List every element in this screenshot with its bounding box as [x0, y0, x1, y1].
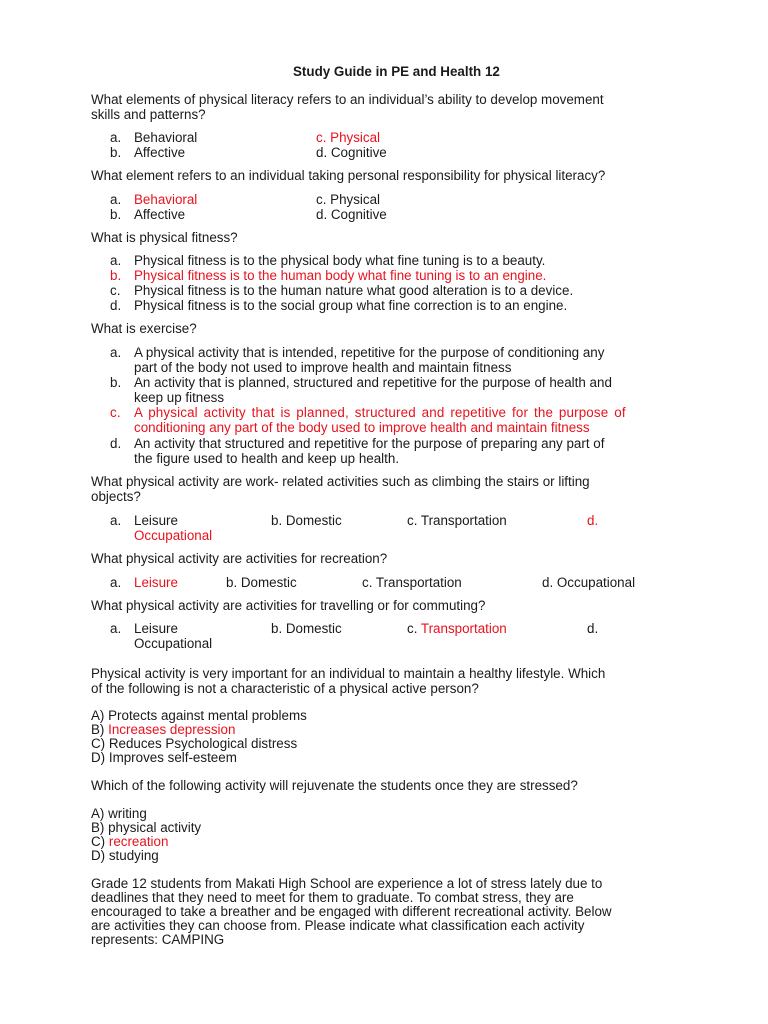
- q1-option-c: c. Physical: [316, 130, 380, 145]
- q5-option-a: a. Leisure: [110, 513, 178, 528]
- question-4-stem: What is exercise?: [91, 321, 197, 336]
- q1-option-d: d. Cognitive: [316, 145, 387, 160]
- q4-option-c-cont: conditioning any part of the body used to improve health and maintain fitness: [134, 420, 590, 435]
- q7-option-c: c. Transportation: [407, 621, 507, 636]
- question-5-line-1: What physical activity are work- related activities such as climbing the stairs or lifting: [91, 474, 590, 489]
- q9-option-a: A) writing: [91, 806, 147, 821]
- q8-option-b: B) Increases depression: [91, 722, 236, 737]
- q6-option-d: d. Occupational: [542, 575, 636, 590]
- question-1-line-1: What elements of physical literacy refers to an individual’s ability to develop movement: [91, 92, 604, 107]
- question-9-stem: Which of the following activity will rejuvenate the students once they are stressed?: [91, 778, 578, 793]
- question-3-stem: What is physical fitness?: [91, 230, 238, 245]
- q6-option-c: c. Transportation: [362, 575, 462, 590]
- q4-option-d: d. An activity that structured and repetitive for the purpose of preparing any part of: [110, 436, 605, 451]
- q9-option-b: B) physical activity: [91, 820, 202, 835]
- question-10-line-4: are activities they can choose from. Please indicate what classification each activity: [91, 918, 585, 933]
- q6-option-b: b. Domestic: [226, 575, 297, 590]
- q3-option-a: a. Physical fitness is to the physical body what fine tuning is to a beauty.: [110, 253, 546, 268]
- q9-option-d: D) studying: [91, 848, 159, 863]
- q5-option-d-cont: Occupational: [134, 528, 213, 543]
- q8-option-c: C) Reduces Psychological distress: [91, 736, 298, 751]
- q7-option-d: d.: [587, 621, 599, 636]
- q4-option-a: a. A physical activity that is intended, repetitive for the purpose of conditioning any: [110, 345, 605, 360]
- q8-option-d: D) Improves self-esteem: [91, 750, 237, 765]
- q3-option-b: b. Physical fitness is to the human body what fine tuning is to an engine.: [110, 268, 547, 283]
- q2-option-d: d. Cognitive: [316, 207, 387, 222]
- q5-option-c: c. Transportation: [407, 513, 507, 528]
- q9-option-c: C) recreation: [91, 834, 169, 849]
- q7-option-b: b. Domestic: [271, 621, 342, 636]
- q4-option-b-cont: keep up fitness: [134, 390, 225, 405]
- question-8-line-1: Physical activity is very important for an individual to maintain a healthy lifestyle. Which: [91, 666, 606, 681]
- question-1-line-2: skills and patterns?: [91, 107, 206, 122]
- q7-option-d-cont: Occupational: [134, 636, 213, 651]
- question-7-stem: What physical activity are activities for travelling or for commuting?: [91, 598, 486, 613]
- q5-option-d: d.: [587, 513, 599, 528]
- page-title: Study Guide in PE and Health 12: [293, 64, 500, 79]
- q8-option-a: A) Protects against mental problems: [91, 708, 307, 723]
- q2-option-c: c. Physical: [316, 192, 380, 207]
- q1-option-a: a. Behavioral: [110, 130, 198, 145]
- question-10-line-3: encouraged to take a breather and be engaged with different recreational activity. Below: [91, 904, 612, 919]
- q4-option-b: b. An activity that is planned, structured and repetitive for the purpose of health and: [110, 375, 612, 390]
- q4-option-c: c. A physical activity that is planned, structured and repetitive for the purpose of: [110, 405, 626, 420]
- question-10-line-5: represents: CAMPING: [91, 932, 225, 947]
- q1-option-b: b. Affective: [110, 145, 186, 160]
- q6-option-a: a. Leisure: [110, 575, 178, 590]
- q2-option-b: b. Affective: [110, 207, 186, 222]
- question-8-line-2: of the following is not a characteristic of a physical active person?: [91, 681, 479, 696]
- q3-option-d: d. Physical fitness is to the social group what fine correction is to an engine.: [110, 298, 568, 313]
- q4-option-a-cont: part of the body not used to improve health and maintain fitness: [134, 360, 512, 375]
- q7-option-a: a. Leisure: [110, 621, 178, 636]
- question-10-line-1: Grade 12 students from Makati High School are experience a lot of stress lately due to: [91, 876, 603, 891]
- question-10-line-2: deadlines that they need to meet for them to graduate. To combat stress, they are: [91, 890, 574, 905]
- question-6-stem: What physical activity are activities for recreation?: [91, 551, 388, 566]
- q4-option-d-cont: the figure used to health and keep up health.: [134, 451, 400, 466]
- question-2-stem: What element refers to an individual taking personal responsibility for physical literacy?: [91, 168, 606, 183]
- question-5-line-2: objects?: [91, 489, 141, 504]
- q3-option-c: c. Physical fitness is to the human nature what good alteration is to a device.: [110, 283, 574, 298]
- q2-option-a: a. Behavioral: [110, 192, 198, 207]
- q5-option-b: b. Domestic: [271, 513, 342, 528]
